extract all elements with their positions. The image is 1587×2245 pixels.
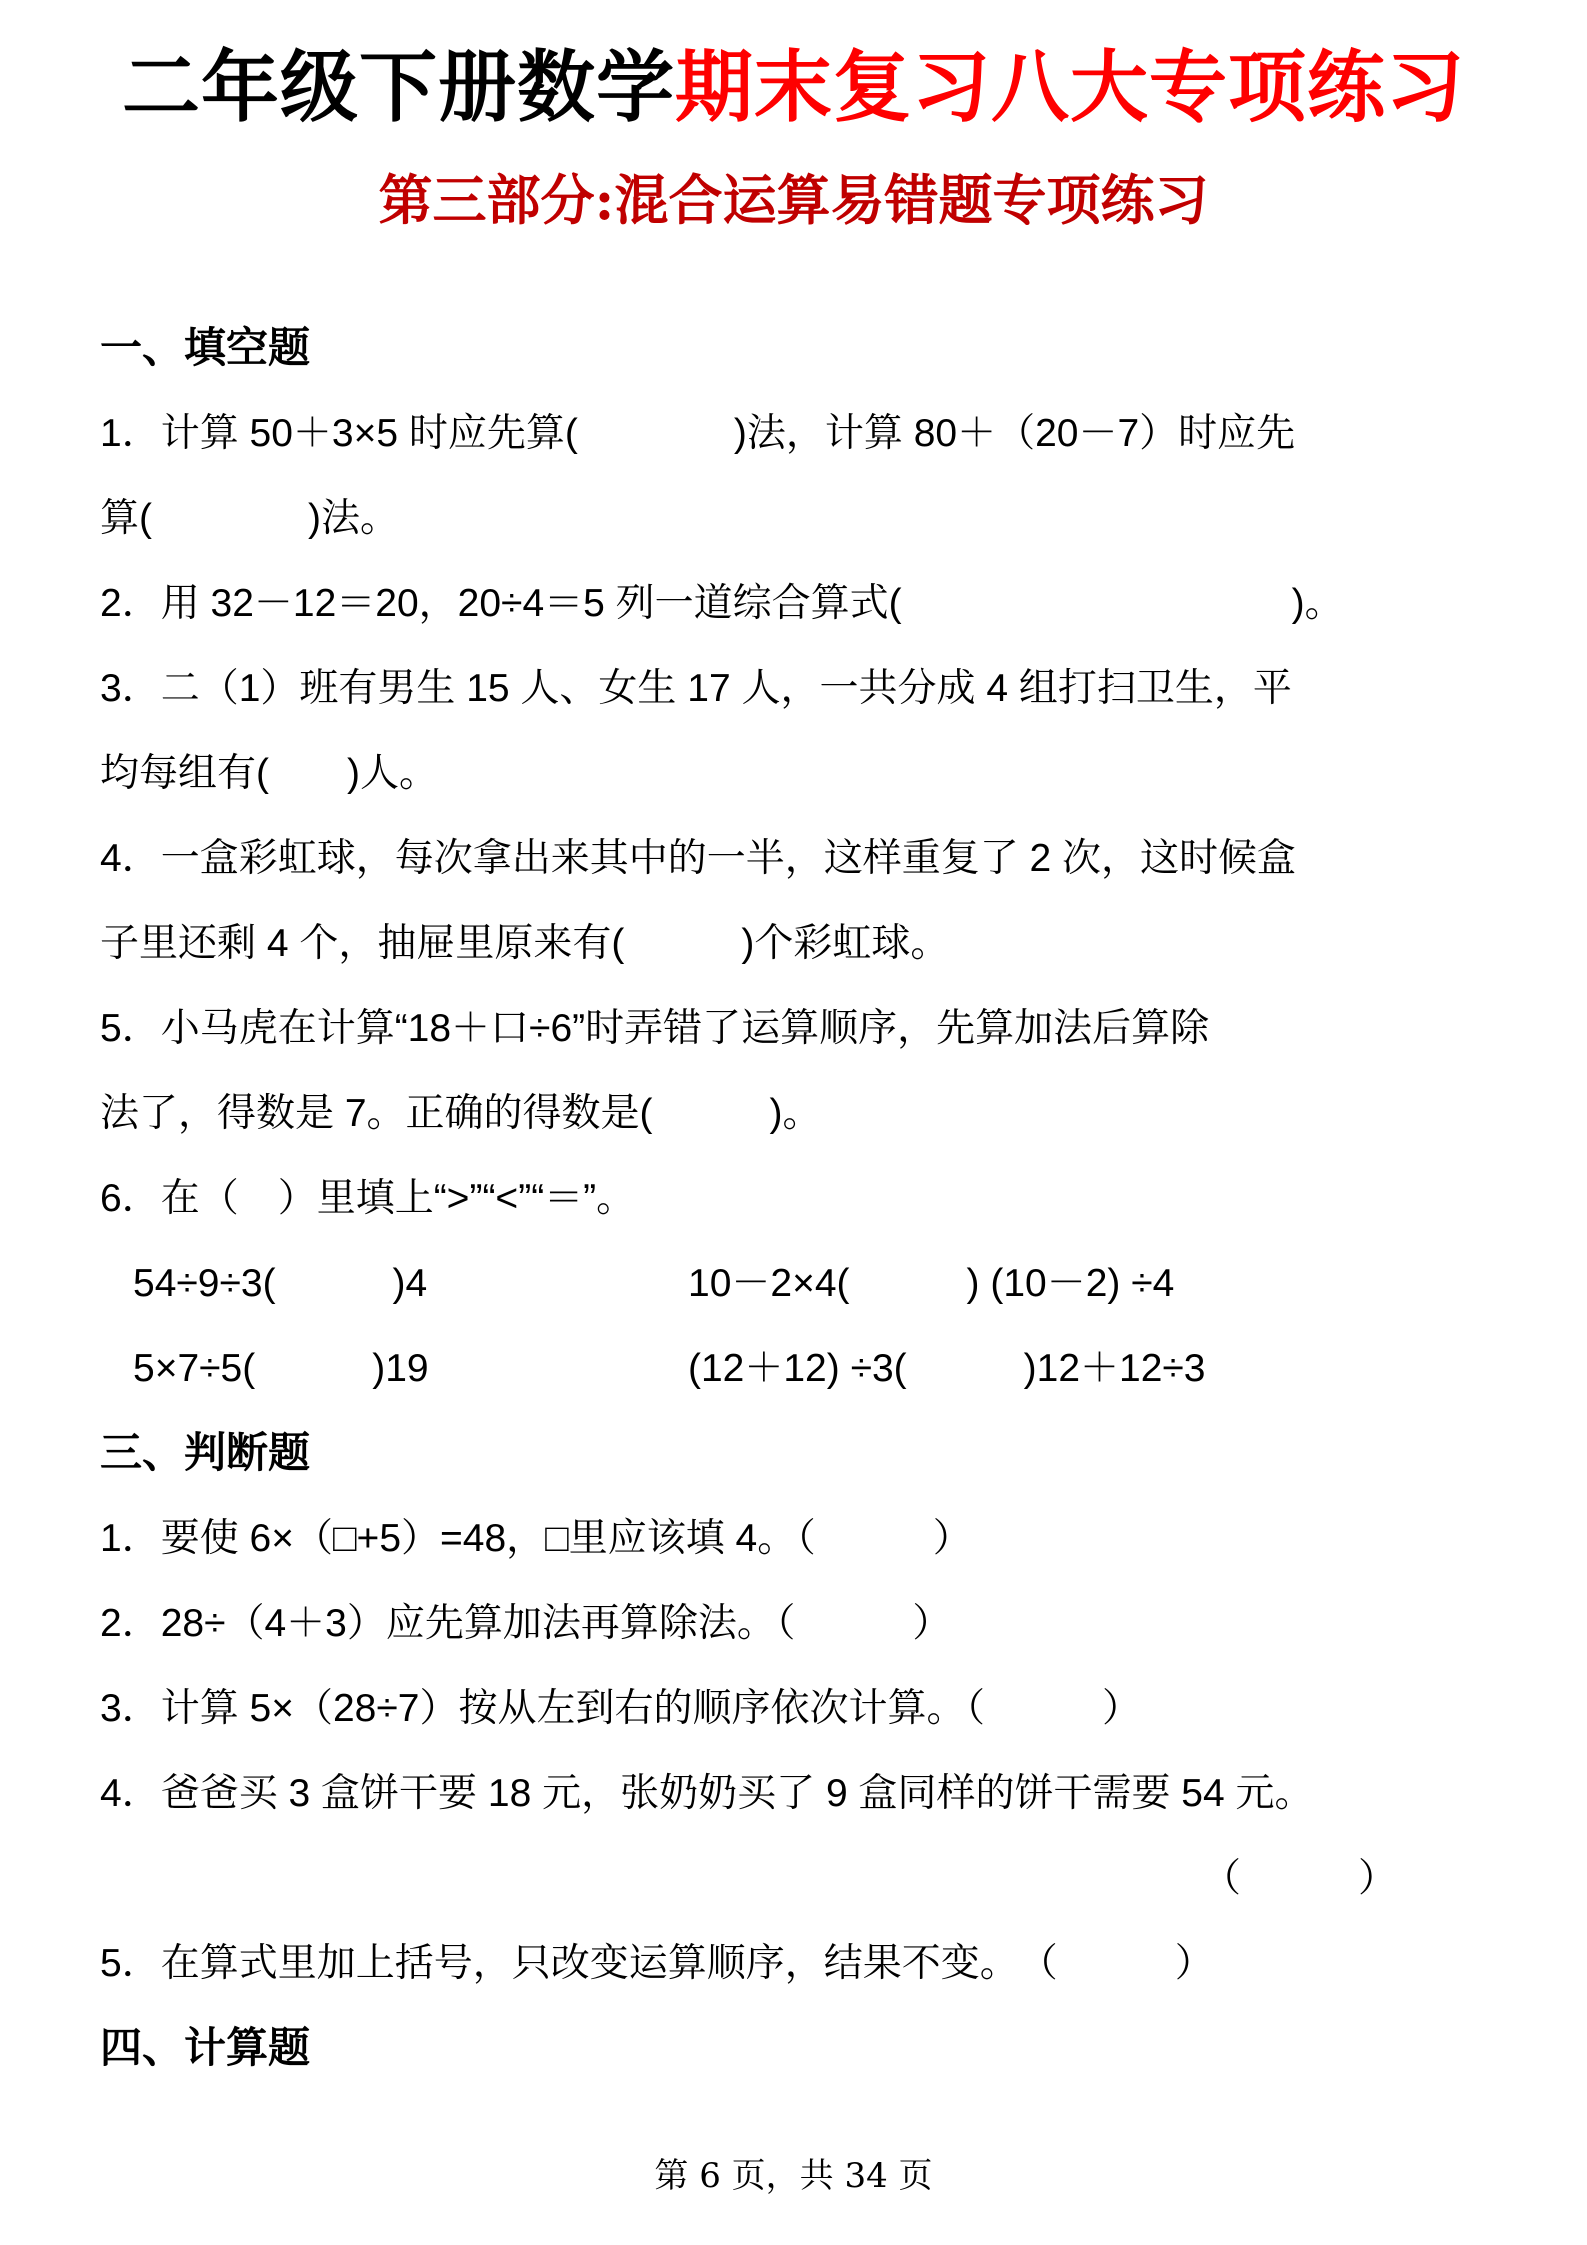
question-2: 2．用 32－12＝20，20÷4＝5 列一道综合算式( )。 (100, 582, 1344, 626)
title-black-part: 二年级下册数学 (121, 42, 675, 133)
question-3-line-2: 均每组有( )人。 (100, 752, 438, 796)
question-4-line-1: 4．一盒彩虹球，每次拿出来其中的一半，这样重复了 2 次，这时候盒 (100, 837, 1297, 881)
title-red-part: 期末复习八大专项练习 (675, 42, 1466, 133)
compare-row-1-left: 54÷9÷3( )4 (133, 1262, 428, 1306)
page-title (20, 42, 1567, 134)
judge-5: 5．在算式里加上括号，只改变运算顺序，结果不变。 （ ） (100, 1942, 1214, 1986)
judge-1: 1．要使 6×（□+5）=48，□里应该填 4。（ ） (100, 1517, 972, 1561)
judge-3: 3．计算 5×（28÷7）按从左到右的顺序依次计算。（ ） (100, 1687, 1141, 1731)
compare-row-1-right: 10－2×4( ) (10－2) ÷4 (688, 1262, 1175, 1306)
section-header-calculation: 四、计算题 (100, 2024, 311, 2072)
section-header-true-false: 三、判断题 (100, 1429, 311, 1477)
compare-row-1 (100, 1238, 1492, 1323)
judge-2: 2．28÷（4＋3）应先算加法再算除法。（ ） (100, 1602, 952, 1646)
judge-4-line-1: 4．爸爸买 3 盒饼干要 18 元，张奶奶买了 9 盒同样的饼干需要 54 元。 (100, 1772, 1314, 1816)
question-6: 6．在（ ）里填上“>”“<”“＝”。 (100, 1177, 636, 1221)
page-subtitle: 第三部分:混合运算易错题专项练习 (378, 168, 1209, 233)
worksheet-body (100, 303, 1492, 2088)
compare-row-2 (100, 1323, 1492, 1408)
judge-4-answer-blank: （ ） (1201, 1857, 1397, 1901)
question-5-line-1: 5．小马虎在计算“18＋口÷6”时弄错了运算顺序，先算加法后算除 (100, 1007, 1210, 1051)
section-header-fill-in-blanks: 一、填空题 (100, 324, 311, 372)
question-5-line-2: 法了，得数是 7。正确的得数是( )。 (100, 1092, 822, 1136)
question-3-line-1: 3．二（1）班有男生 15 人、女生 17 人，一共分成 4 组打扫卫生，平 (100, 667, 1292, 711)
question-1-line-2: 算( )法。 (100, 497, 399, 541)
compare-row-2-right: (12＋12) ÷3( )12＋12÷3 (688, 1347, 1206, 1391)
page-footer: 第 6 页，共 34 页 (654, 2156, 933, 2196)
question-1-line-1: 1．计算 50＋3×5 时应先算( )法，计算 80＋（20－7）时应先 (100, 412, 1296, 456)
question-4-line-2: 子里还剩 4 个，抽屉里原来有( )个彩虹球。 (100, 922, 950, 966)
compare-row-2-left: 5×7÷5( )19 (133, 1347, 429, 1391)
